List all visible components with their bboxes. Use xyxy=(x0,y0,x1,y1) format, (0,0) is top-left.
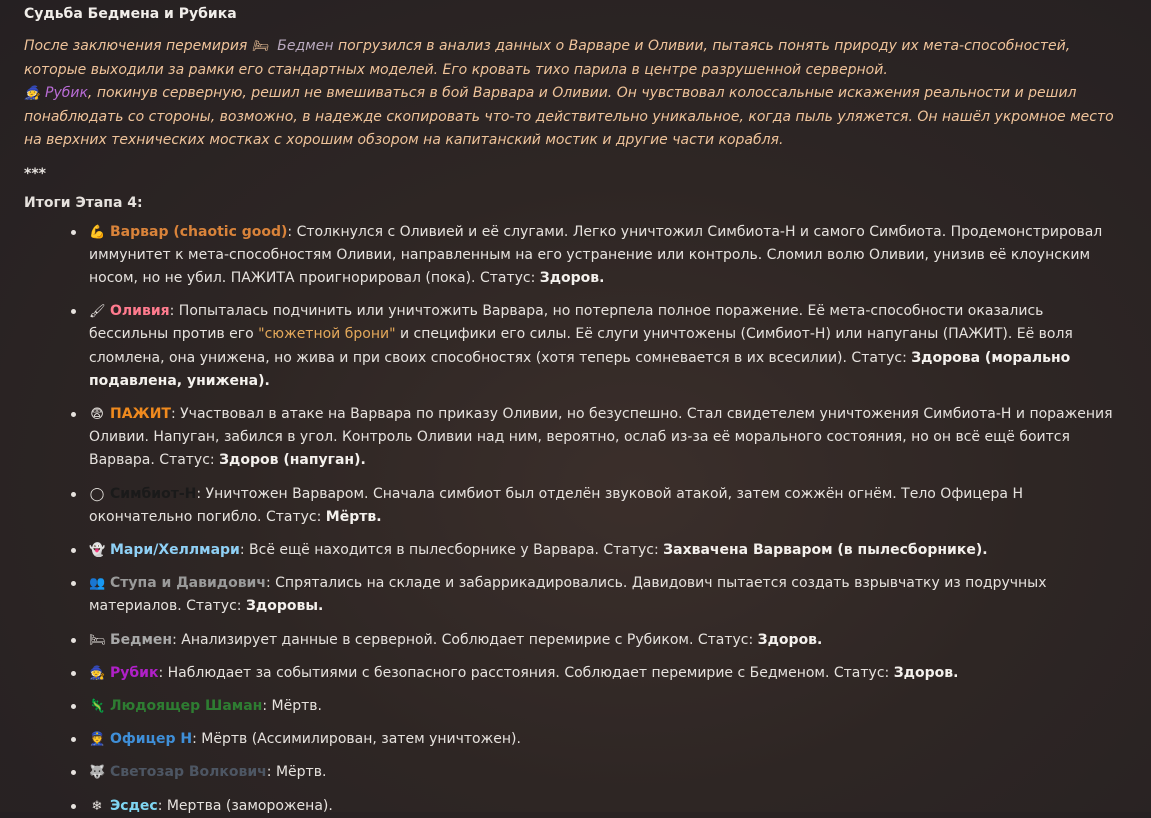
list-item xyxy=(24,761,1127,784)
list-item xyxy=(24,300,1127,393)
character-name: Оливия xyxy=(110,303,170,320)
status-text: : Столкнулся с Оливией и её слугами. Легко уничтожил Симбиота-Н и самого Симбиота. Продемонстрировал иммунитет к мета-способностям Оливии, направленным на его устранение или контроль. Сломил волю Оливии, унизив её клоунским носом, но не убил. ПАЖИТА проигнорировал (пока). Статус: xyxy=(89,223,1103,286)
list-item xyxy=(24,629,1127,652)
status-text: : Анализирует данные в серверной. Соблюдает перемирие с Рубиком. Статус: xyxy=(172,631,758,648)
bed-icon: 🛏 xyxy=(89,632,106,648)
paintbrush-icon: 🖌 xyxy=(89,304,106,320)
character-name: Симбиот-Н xyxy=(110,485,197,502)
bed-icon: 🛏 xyxy=(251,39,269,54)
character-name: Мари/Хеллмари xyxy=(110,541,240,558)
intro-p1-text-a: После заключения перемирия xyxy=(24,38,248,54)
status-text: : Спрятались на складе и забаррикадировались. Давидович пытается создать взрывчатку из подручных материалов. Статус: xyxy=(89,575,1047,615)
status-text: и специфики его силы. Её слуги уничтожены (Симбиот-Н) или напуганы (ПАЖИТ). Её воля сломлена, она унижена, но жива и при своих способностях (хотя теперь сомневается в их всесилии). Статус: xyxy=(89,326,1073,366)
character-name: ПАЖИТ xyxy=(110,405,171,422)
character-name: Рубик xyxy=(110,664,159,681)
flexed-biceps-icon: 💪 xyxy=(89,224,106,240)
list-item xyxy=(24,795,1127,818)
black-circle-icon: ◯ xyxy=(89,486,105,502)
people-icon: 👥 xyxy=(89,576,106,592)
character-name: Офицер Н xyxy=(110,731,193,748)
divider-stars: *** xyxy=(24,165,46,182)
status-value: Здоровы. xyxy=(245,598,324,615)
wizard-icon: 🧙 xyxy=(24,86,41,101)
fearful-face-icon: 😨 xyxy=(90,406,104,422)
wolf-icon: 🐺 xyxy=(89,765,106,781)
intro-paragraph-1 xyxy=(24,35,1127,82)
character-name: Бедмен xyxy=(110,631,173,648)
bedmen-inline-name: Бедмен xyxy=(277,38,334,54)
character-name: Варвар (chaotic good) xyxy=(110,223,288,240)
wizard-icon: 🧙 xyxy=(89,665,106,681)
rubik-inline-name: Рубик xyxy=(45,85,88,101)
list-item xyxy=(24,728,1127,751)
page-title: Судьба Бедмена и Рубика xyxy=(24,6,237,22)
list-item xyxy=(24,572,1127,618)
status-value: Здоров. xyxy=(893,664,959,681)
list-item xyxy=(24,539,1127,562)
status-value: Захвачена Варваром (в пылесборнике). xyxy=(663,541,988,558)
list-item xyxy=(24,695,1127,718)
status-text: : Мертва (заморожена). xyxy=(157,797,333,814)
list-item xyxy=(24,221,1127,291)
summary-title: Итоги Этапа 4: xyxy=(24,194,143,211)
status-text: : Мёртв (Ассимилирован, затем уничтожен). xyxy=(192,731,521,748)
intro-paragraph-2 xyxy=(24,82,1127,153)
list-item xyxy=(24,483,1127,529)
status-text: : Всё ещё находится в пылесборнике у Варвара. Статус: xyxy=(239,541,664,558)
character-name: Людоящер Шаман xyxy=(110,697,263,714)
character-name: Светозар Волкович xyxy=(110,764,267,781)
list-item xyxy=(24,403,1127,473)
character-name: Эсдес xyxy=(110,797,158,814)
status-text: : Наблюдает за событиями с безопасного расстояния. Соблюдает перемирие с Бедменом. Статус: xyxy=(158,664,894,681)
ghost-icon: 👻 xyxy=(89,542,106,558)
status-value: Здоров. xyxy=(539,269,605,286)
list-item xyxy=(24,662,1127,685)
character-name: Ступа и Давидович xyxy=(110,575,266,592)
status-text: : Участвовал в атаке на Варвара по приказу Оливии, но безуспешно. Стал свидетелем уничтожения Симбиота-Н и поражения Оливии. Напуган, забился в угол. Контроль Оливии над ним, вероятно, ослаб из-за её морального состояния, но он всё ещё боится Варвара. Статус: xyxy=(89,405,1113,469)
status-value: Здоров. xyxy=(757,631,823,648)
status-list xyxy=(24,221,1127,818)
status-text: : Попыталась подчинить или уничтожить Варвара, но потерпела полное поражение. Её мета-способности оказались бессильны против его xyxy=(89,303,1044,343)
status-text: : Уничтожен Варваром. Сначала симбиот был отделён звуковой атакой, затем сожжён огнём. Тело Офицера Н окончательно погибло. Статус: xyxy=(89,485,1023,525)
police-officer-icon: 👮 xyxy=(89,732,106,748)
status-value: Здорова (морально подавлена, унижена). xyxy=(89,349,1071,389)
status-text: : Мёртв. xyxy=(262,697,322,714)
lizard-icon: 🦎 xyxy=(89,698,106,714)
status-value: Мёртв. xyxy=(325,508,382,525)
status-text: : Мёртв. xyxy=(266,764,327,781)
snowflake-icon: ❄ xyxy=(91,798,103,814)
intro-p2-text: , покинув серверную, решил не вмешиваться в бой Варвара и Оливии. Он чувствовал колоссальные искажения реальности и решил понаблюдать со стороны, возможно, в надежде скопировать что-то действительно уникальное, когда пыль уляжется. Он нашёл укромное место на верхних технических мостках с хорошим обзором на капитанский мостик и другие части корабля. xyxy=(24,85,1114,148)
intro-text xyxy=(24,35,1127,153)
intro-p1-text-b: погрузился в анализ данных о Варваре и Оливии, пытаясь понять природу их мета-способностей, которые выходили за рамки его стандартных моделей. Его кровать тихо парила в центре разрушенной серверной. xyxy=(24,38,1071,78)
highlight-text: "сюжетной брони" xyxy=(258,326,396,343)
status-value: Здоров (напуган). xyxy=(219,452,366,469)
